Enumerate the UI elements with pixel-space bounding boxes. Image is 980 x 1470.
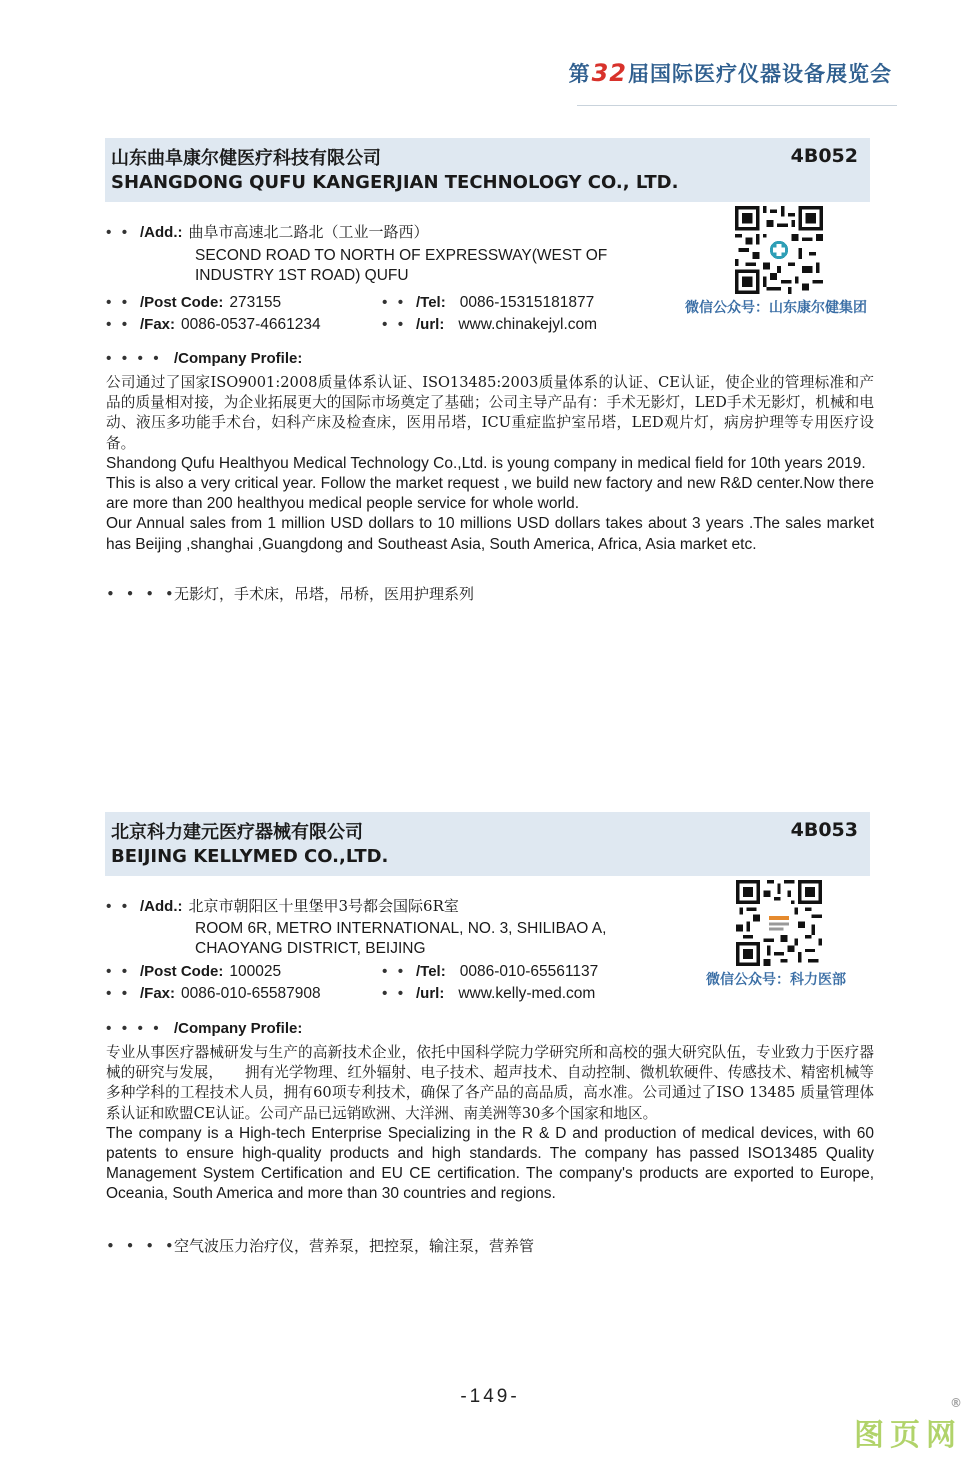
bullet-marks: • •: [106, 898, 131, 915]
address-en: [195, 919, 665, 959]
products-list: 无影灯，手术床，吊塔，吊桥，医用护理系列: [174, 585, 475, 603]
post-code-label: /Post Code:: [140, 963, 224, 980]
tel-row: [382, 963, 598, 981]
bullet-marks: • •: [382, 985, 407, 1002]
profile-en-para-1: The company is a High-tech Enterprise Specializing in the R & D and production of medical devices, with 60 patents to ensure high-quality products and high standards. The company has passed ISO13485 Quality Management System Certification and EU CE certification. The company's products are exported to Europe, Oceania, South America and more than 30 countries and regions.: [106, 1124, 874, 1203]
address-en: [195, 246, 665, 286]
profile-cn: 专业从事医疗器械研发与生产的高新技术企业，依托中国科学院力学研究所和高校的强大研究队伍，专业致力于医疗器械的研究与发展， 拥有光学物理、红外辐射、电子技术、超声技术、自动控制、微机软硬件、传感技术、精密机械等多种学科的工程技术人员，拥有60项专利技术，确保了各产品的高品质，高水准。公司通过了ISO 13485 质量管理体系认证和欧盟CE认证。公司产品已远销欧洲、大洋洲、南美洲等30多个国家和地区。: [106, 1044, 874, 1122]
company-profile: [106, 1043, 874, 1205]
bullet-marks: • •: [106, 316, 131, 333]
bullet-marks: • • • •: [106, 1237, 177, 1255]
profile-label-row: [106, 350, 302, 368]
url-label: /url:: [416, 985, 445, 1002]
profile-label: /Company Profile:: [174, 1020, 303, 1037]
company-title-bar: [105, 138, 870, 202]
header-divider: [577, 105, 897, 106]
profile-label: /Company Profile:: [174, 350, 303, 367]
header-prefix: 第: [568, 62, 591, 86]
page-number: -149-: [460, 1386, 520, 1407]
booth-number: 4B052: [790, 145, 858, 167]
post-code-value: 100025: [229, 963, 282, 980]
qr-code-icon: [736, 880, 822, 966]
address-en-line-1: SECOND ROAD TO NORTH OF EXPRESSWAY(WEST OF: [195, 247, 608, 264]
address-en-line-2: CHAOYANG DISTRICT, BEIJING: [195, 940, 426, 957]
fax-value: 0086-0537-4661234: [181, 316, 321, 333]
booth-number: 4B053: [790, 819, 858, 841]
company-name-cn: 北京科力建元医疗器械有限公司: [111, 822, 363, 843]
profile-cn: 公司通过了国家ISO9001:2008质量体系认证、ISO13485:2003质量体系的认证、CE认证，使企业的管理标准和产品的质量相对接，为企业拓展更大的国际市场奠定了基础；公司主导产品有：手术无影灯，LED手术无影灯，机械和电动、液压多功能手术台，妇科产床及检查床，医用吊塔，ICU重症监护室吊塔，LED观片灯，病房护理等专用医疗设备。: [106, 374, 874, 452]
post-code-row: [106, 963, 281, 981]
bullet-marks: • •: [106, 294, 131, 311]
address-en-line-1: ROOM 6R, METRO INTERNATIONAL, NO. 3, SHILIBAO A,: [195, 920, 607, 937]
company-name-cn: 山东曲阜康尔健医疗科技有限公司: [111, 148, 381, 169]
address-cn: 曲阜市高速北二路北（工业一路西）: [188, 223, 429, 241]
tel-label: /Tel:: [416, 294, 446, 311]
bullet-marks: • •: [106, 224, 131, 241]
bullet-marks: • •: [106, 963, 131, 980]
fax-label: /Fax:: [140, 985, 176, 1002]
tel-label: /Tel:: [416, 963, 446, 980]
watermark-text: 图页网: [854, 1418, 962, 1453]
bullet-marks: • • • •: [106, 1020, 162, 1037]
fax-row: [106, 985, 321, 1003]
bullet-marks: • •: [382, 316, 407, 333]
url-value[interactable]: www.kelly-med.com: [458, 985, 596, 1002]
tel-value: 0086-15315181877: [459, 294, 595, 311]
url-label: /url:: [416, 316, 445, 333]
bullet-marks: • • • •: [106, 585, 177, 603]
address-row: [106, 221, 429, 242]
profile-en-para-2: This is also a very critical year. Follow the market request , we build new factory and new R&D center.Now there are more than 200 healthyou medical people service for whole world.: [106, 475, 874, 513]
profile-en-para-3: Our Annual sales from 1 million USD dollars to 10 millions USD dollars takes about 3 years .The sales market has Beijing ,shanghai ,Guangdong and Southeast Asia, South America, Africa, Asia market etc.: [106, 515, 874, 553]
bullet-marks: • •: [106, 985, 131, 1002]
site-watermark: [854, 1396, 968, 1454]
registered-mark: ®: [950, 1396, 968, 1410]
post-code-value: 273155: [229, 294, 282, 311]
products-row: [106, 583, 474, 604]
header-suffix: 届国际医疗仪器设备展览会: [628, 62, 892, 86]
bullet-marks: • • • •: [106, 350, 162, 367]
post-code-row: [106, 294, 281, 312]
fax-label: /Fax:: [140, 316, 176, 333]
tel-row: [382, 294, 594, 312]
address-cn: 北京市朝阳区十里堡甲3号都会国际6R室: [188, 897, 459, 915]
url-row: [382, 985, 595, 1003]
company-name-en: SHANGDONG QUFU KANGERJIAN TECHNOLOGY CO., LTD.: [111, 172, 679, 193]
company-title-bar: [105, 812, 870, 876]
wechat-caption: 微信公众号：山东康尔健集团: [685, 300, 867, 316]
address-label: /Add.:: [140, 224, 183, 241]
company-name-en: BEIJING KELLYMED CO.,LTD.: [111, 846, 389, 867]
wechat-caption: 微信公众号：科力医部: [706, 972, 846, 988]
address-row: [106, 895, 459, 916]
address-en-line-2: INDUSTRY 1ST ROAD) QUFU: [195, 267, 409, 284]
profile-en-para-1: Shandong Qufu Healthyou Medical Technology Co.,Ltd. is young company in medical field for 10th years 2019.: [106, 454, 866, 472]
post-code-label: /Post Code:: [140, 294, 224, 311]
exhibition-header: [569, 58, 892, 88]
fax-row: [106, 316, 321, 334]
bullet-marks: • •: [382, 294, 407, 311]
products-row: [106, 1235, 534, 1256]
url-row: [382, 316, 597, 334]
address-label: /Add.:: [140, 898, 183, 915]
profile-label-row: [106, 1020, 302, 1038]
url-value[interactable]: www.chinakejyl.com: [458, 316, 598, 333]
fax-value: 0086-010-65587908: [181, 985, 321, 1002]
tel-value: 0086-010-65561137: [459, 963, 599, 980]
company-profile: [106, 373, 874, 555]
bullet-marks: • •: [382, 963, 407, 980]
header-number-badge: 32: [591, 59, 627, 87]
products-list: 空气波压力治疗仪，营养泵，把控泵，输注泵，营养管: [174, 1237, 535, 1255]
qr-code-icon: [735, 206, 823, 294]
